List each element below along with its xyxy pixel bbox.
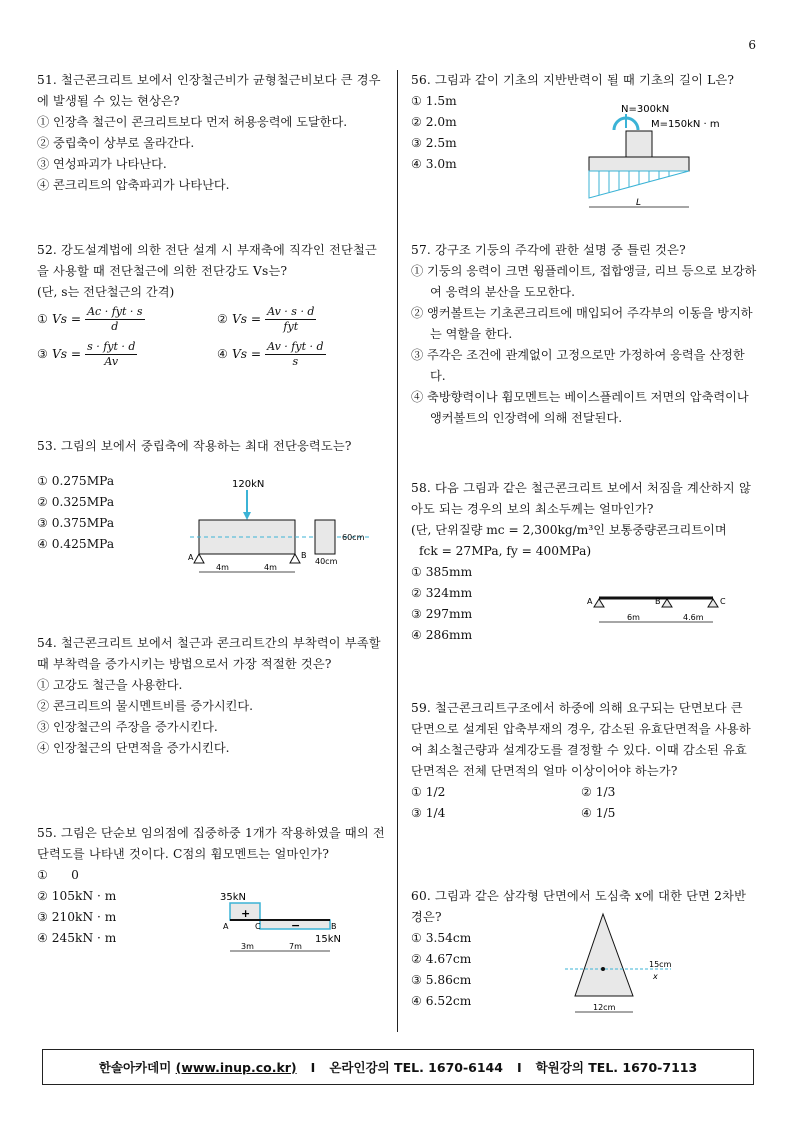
svg-text:N=300kN: N=300kN (621, 104, 670, 115)
option-3: ③ 210kN · m (37, 910, 117, 924)
option-3: ③ 인장철근의 주장을 증가시킨다. (37, 720, 218, 734)
svg-text:15kN: 15kN (315, 934, 341, 945)
question-note-2: fck = 27MPa, fy = 400MPa) (419, 544, 592, 558)
question-note: (단, 단위질량 mc = 2,300kg/m³인 보통중량콘크리트이며 (411, 523, 727, 537)
question-59 (411, 698, 757, 824)
footer-separator: I (310, 1059, 316, 1075)
svg-text:−: − (291, 919, 301, 932)
svg-text:35kN: 35kN (220, 892, 246, 903)
continuous-beam-figure (581, 588, 741, 633)
offline-phone: 학원강의 TEL. 1670-7113 (535, 1060, 698, 1075)
cross-section (315, 520, 335, 554)
option-1: ① 인장측 철근이 콘크리트보다 먼저 허용응력에 도달한다. (37, 115, 348, 129)
option-4: ④ 인장철근의 단면적을 증가시킨다. (37, 741, 230, 755)
option-3: ③ 연성파괴가 나타난다. (37, 157, 167, 171)
option-1: ① 0 (37, 868, 79, 882)
svg-text:12cm: 12cm (593, 1003, 616, 1012)
question-title: 60. 그림과 같은 삼각형 단면에서 도심축 x에 대한 단면 2차반경은? (411, 889, 747, 924)
svg-text:60cm: 60cm (342, 533, 365, 542)
question-57 (411, 240, 757, 429)
option-3: ③ Vs = $\frac{\text{s · fyt · d}}{Av}$ (37, 340, 136, 368)
svg-text:15cm: 15cm (649, 960, 672, 969)
question-55 (37, 823, 387, 949)
option-2: ② 중립축이 상부로 올라간다. (37, 136, 195, 150)
option-3: ③ 0.375MPa (37, 516, 115, 530)
question-title: 57. 강구조 기둥의 주각에 관한 설명 중 틀린 것은? (411, 243, 686, 257)
support-a (194, 554, 204, 563)
question-title: 53. 그림의 보에서 중립축에 작용하는 최대 전단응력도는? (37, 439, 352, 453)
question-note: (단, s는 전단철근의 간격) (37, 285, 175, 299)
online-phone: 온라인강의 TEL. 1670-6144 (329, 1060, 503, 1075)
question-56 (411, 70, 757, 208)
option-2: ② 0.325MPa (37, 495, 115, 509)
option-2: ② 1/3 (581, 785, 616, 799)
question-title: 58. 다음 그림과 같은 철근콘크리트 보에서 처짐을 계산하지 않아도 되는 경우의 보의 최소두께는 얼마인가? (411, 481, 751, 516)
beam-figure (182, 476, 382, 576)
option-1: ① 385mm (411, 565, 473, 579)
academy-url-link[interactable]: (www.inup.co.kr) (175, 1059, 297, 1075)
option-2: ② 콘크리트의 물시멘트비를 증가시킨다. (37, 699, 254, 713)
option-4: ④ 245kN · m (37, 931, 117, 945)
page-number: 6 (748, 38, 756, 52)
option-1: ① Vs = $\frac{\text{Ac · fyt · s}}{d}$ (37, 305, 143, 333)
option-1: ① 1/2 (411, 785, 446, 799)
option-3: ③ 5.86cm (411, 973, 472, 987)
svg-text:4m: 4m (216, 563, 229, 572)
option-4: ④ 1/5 (581, 806, 616, 820)
footer (42, 1049, 754, 1085)
option-2: ② Vs = $\frac{Av \cdot s \cdot d}{\text{fyt}}$ (217, 305, 315, 333)
option-2: ② 2.0m (411, 115, 457, 129)
svg-text:A: A (223, 922, 229, 931)
svg-text:A: A (587, 597, 593, 606)
option-4: ④ 6.52cm (411, 994, 472, 1008)
svg-text:B: B (301, 551, 307, 560)
question-title: 51. 철근콘크리트 보에서 인장철근비가 균형철근비보다 큰 경우에 발생될 수 있는 현상은? (37, 73, 381, 108)
option-2: ② 앵커볼트는 기초콘크리트에 매입되어 주각부의 이동을 방지하는 역할을 한다. (411, 306, 753, 341)
option-4: ④ 콘크리트의 압축파괴가 나타난다. (37, 178, 230, 192)
footer-separator: I (516, 1059, 522, 1075)
svg-text:6m: 6m (627, 613, 640, 622)
svg-text:+: + (241, 907, 251, 920)
option-1: ① 기둥의 응력이 크면 윙플레이트, 접합앵글, 리브 등으로 보강하여 응력의 분산을 도모한다. (411, 264, 757, 299)
svg-text:M=150kN · m: M=150kN · m (651, 119, 720, 130)
question-title: 52. 강도설계법에 의한 전단 설계 시 부재축에 직각인 전단철근을 사용할 때 전단철근에 의한 전단강도 Vs는? (37, 243, 377, 278)
svg-text:C: C (720, 597, 726, 606)
svg-text:4m: 4m (264, 563, 277, 572)
option-3: ③ 1/4 (411, 806, 446, 820)
svg-text:B: B (655, 597, 661, 606)
question-52 (37, 240, 387, 369)
option-1: ① 1.5m (411, 94, 457, 108)
footing-figure (581, 100, 751, 215)
option-1: ① 3.54cm (411, 931, 472, 945)
svg-text:3m: 3m (241, 942, 254, 951)
question-title: 56. 그림과 같이 기초의 지반반력이 될 때 기초의 길이 L은? (411, 73, 735, 87)
question-title: 54. 철근콘크리트 보에서 철근과 콘크리트간의 부착력이 부족할 때 부착력을 증가시키는 방법으로서 가장 적절한 것은? (37, 636, 381, 671)
option-4: ④ 축방향력이나 휨모멘트는 베이스플레이트 저면의 압축력이나 앵커볼트의 인장력에 의해 전달된다. (411, 390, 749, 425)
option-4: ④ 286mm (411, 628, 473, 642)
option-1: ① 고강도 철근을 사용한다. (37, 678, 183, 692)
svg-text:B: B (331, 922, 337, 931)
option-1: ① 0.275MPa (37, 474, 115, 488)
question-title: 59. 철근콘크리트구조에서 하중에 의해 요구되는 단면보다 큰 단면으로 설계된 압축부재의 경우, 감소된 유효단면적을 사용하여 최소철근량과 설계강도를 결정할 수 있다. 이때 감소된 유효단면적은 전체 단면적의 얼마 이상이어야 하는가? (411, 701, 751, 778)
shear-diagram-figure (217, 889, 367, 969)
academy-name: 한솔아카데미 (98, 1060, 172, 1075)
question-58 (411, 478, 757, 646)
svg-text:4.6m: 4.6m (683, 613, 704, 622)
svg-text:40cm: 40cm (315, 557, 338, 566)
column-divider (397, 70, 398, 1032)
svg-text:A: A (188, 553, 194, 562)
option-3: ③ 297mm (411, 607, 473, 621)
option-2: ② 105kN · m (37, 889, 117, 903)
svg-text:L: L (636, 198, 642, 208)
option-3: ③ 주각은 조건에 관계없이 고정으로만 가정하여 응력을 산정한다. (411, 348, 745, 383)
question-60 (411, 886, 757, 1012)
option-4: ④ 3.0m (411, 157, 457, 171)
option-4: ④ 0.425MPa (37, 537, 115, 551)
svg-text:C: C (255, 922, 261, 931)
svg-text:x: x (653, 972, 658, 981)
question-54 (37, 633, 387, 759)
option-4: ④ Vs = $\frac{\text{Av · fyt · d}}{s}$ (217, 340, 324, 368)
load-label: 120kN (232, 479, 265, 490)
option-2: ② 324mm (411, 586, 473, 600)
question-53 (37, 436, 387, 572)
triangle-section-figure (561, 906, 701, 1021)
question-51 (37, 70, 387, 196)
option-3: ③ 2.5m (411, 136, 457, 150)
support-b (290, 554, 300, 563)
svg-text:7m: 7m (289, 942, 302, 951)
option-2: ② 4.67cm (411, 952, 472, 966)
question-title: 55. 그림은 단순보 임의점에 집중하중 1개가 작용하였을 때의 전단력도를 나타낸 것이다. C점의 휨모멘트는 얼마인가? (37, 826, 385, 861)
